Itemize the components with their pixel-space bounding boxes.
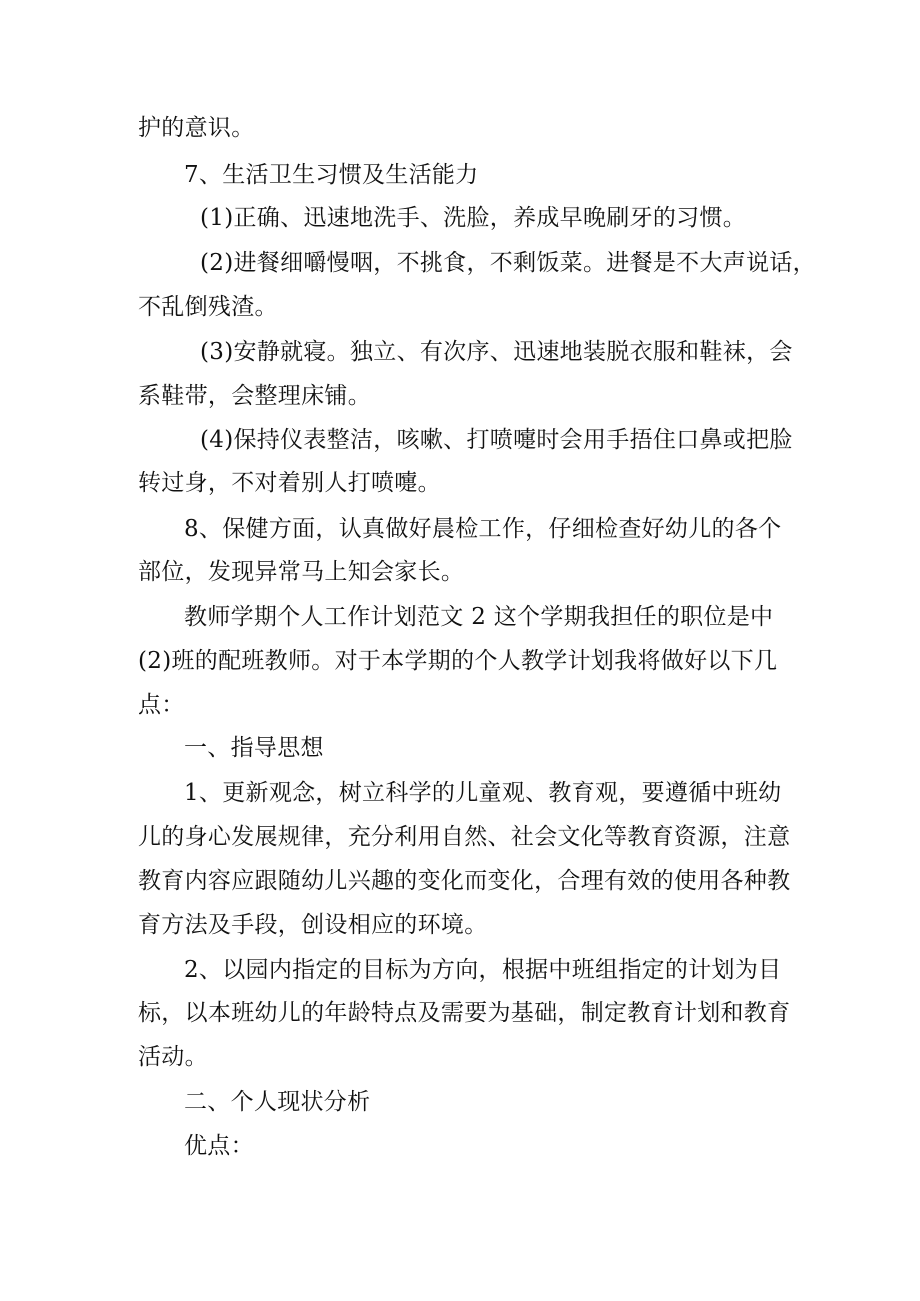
text-line: (2)班的配班教师。对于本学期的个人教学计划我将做好以下几 xyxy=(138,648,778,674)
text-line: 不乱倒残渣。 xyxy=(138,294,278,320)
list-item: (3)安静就寝。独立、有次序、迅速地装脱衣服和鞋袜，会 xyxy=(200,339,793,365)
text-line: 活动。 xyxy=(138,1044,208,1070)
text-line: 转过身，不对着别人打喷嚏。 xyxy=(138,470,441,496)
section-heading: 一、指导思想 xyxy=(184,735,324,761)
paragraph-start: 8、保健方面，认真做好晨检工作，仔细检查好幼儿的各个 xyxy=(184,516,782,542)
paragraph-start: 1、更新观念，树立科学的儿童观、教育观，要遵循中班幼 xyxy=(184,780,782,806)
subheading: 优点： xyxy=(184,1133,254,1159)
section-heading: 7、生活卫生习惯及生活能力 xyxy=(184,162,479,188)
text-line: 儿的身心发展规律，充分利用自然、社会文化等教育资源，注意 xyxy=(138,824,791,850)
text-line: 系鞋带，会整理床铺。 xyxy=(138,383,371,409)
list-item: (4)保持仪表整洁，咳嗽、打喷嚏时会用手捂住口鼻或把脸 xyxy=(200,427,793,453)
paragraph-start: 2、以园内指定的目标为方向，根据中班组指定的计划为目 xyxy=(184,957,782,983)
text-line: 育方法及手段，创设相应的环境。 xyxy=(138,912,488,938)
text-line: 教育内容应跟随幼儿兴趣的变化而变化，合理有效的使用各种教 xyxy=(138,868,791,894)
text-line: 标，以本班幼儿的年龄特点及需要为基础，制定教育计划和教育 xyxy=(138,1000,791,1026)
paragraph-start: 教师学期个人工作计划范文 2 这个学期我担任的职位是中 xyxy=(184,604,774,630)
section-heading: 二、个人现状分析 xyxy=(184,1089,371,1115)
text-line: 点： xyxy=(138,692,185,718)
text-line: 部位，发现异常马上知会家长。 xyxy=(138,559,465,585)
text-line: 护的意识。 xyxy=(138,115,255,141)
list-item: (2)进餐细嚼慢咽，不挑食，不剩饭菜。进餐是不大声说话， xyxy=(200,250,816,276)
list-item: (1)正确、迅速地洗手、洗脸，养成早晚刷牙的习惯。 xyxy=(200,205,747,231)
